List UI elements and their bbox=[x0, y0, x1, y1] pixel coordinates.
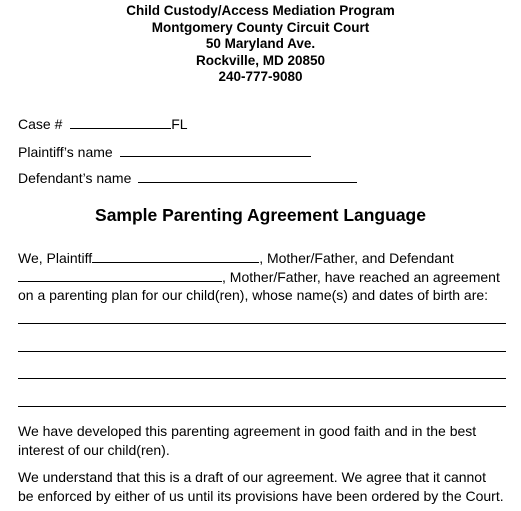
defendant-name-row bbox=[18, 169, 357, 186]
case-number-blank[interactable] bbox=[70, 115, 171, 129]
agreement-paragraph bbox=[18, 249, 500, 305]
plaintiff-blank[interactable] bbox=[92, 249, 259, 263]
child-info-line-3[interactable] bbox=[18, 378, 506, 379]
agreement-plaintiff-label: We, Plaintiff bbox=[18, 250, 93, 266]
plaintiff-name-label: Plaintiff’s name bbox=[18, 144, 113, 160]
phone-number: 240-777-9080 bbox=[218, 69, 303, 84]
good-faith-line-2: interest of our child(ren). bbox=[18, 441, 170, 458]
program-name: Child Custody/Access Mediation Program bbox=[126, 3, 395, 18]
agreement-line-2 bbox=[18, 268, 500, 287]
agreement-line-1 bbox=[18, 249, 500, 268]
child-info-line-1[interactable] bbox=[18, 323, 506, 324]
child-info-line-4[interactable] bbox=[18, 406, 506, 407]
city-state-zip: Rockville, MD 20850 bbox=[195, 52, 326, 68]
agreement-mother-father-defendant: , Mother/Father, and Defendant bbox=[259, 250, 454, 266]
good-faith-paragraph bbox=[18, 422, 476, 459]
plaintiff-name-blank[interactable] bbox=[120, 143, 311, 157]
child-info-line-2[interactable] bbox=[18, 351, 506, 352]
draft-paragraph bbox=[18, 468, 504, 505]
agreement-reached-text: , Mother/Father, have reached an agreement bbox=[222, 268, 500, 285]
case-number-label: Case # bbox=[18, 116, 63, 132]
defendant-blank[interactable] bbox=[18, 268, 222, 282]
draft-line-2: be enforced by either of us until its provisions have been ordered by the Court. bbox=[18, 487, 504, 504]
document-title: Sample Parenting Agreement Language bbox=[95, 205, 426, 225]
program-header bbox=[0, 3, 521, 86]
case-number-row bbox=[18, 115, 188, 132]
street-address: 50 Maryland Ave. bbox=[205, 36, 316, 51]
agreement-line-3: on a parenting plan for our child(ren), whose name(s) and dates of birth are: bbox=[18, 287, 489, 303]
good-faith-line-1: We have developed this parenting agreement in good faith and in the best bbox=[18, 423, 477, 439]
plaintiff-name-row bbox=[18, 143, 311, 160]
defendant-name-blank[interactable] bbox=[138, 169, 357, 183]
case-number-suffix: FL bbox=[171, 116, 188, 132]
defendant-name-label: Defendant’s name bbox=[18, 170, 132, 186]
draft-line-1: We understand that this is a draft of our agreement. We agree that it cannot bbox=[18, 469, 486, 485]
court-name: Montgomery County Circuit Court bbox=[151, 19, 370, 35]
